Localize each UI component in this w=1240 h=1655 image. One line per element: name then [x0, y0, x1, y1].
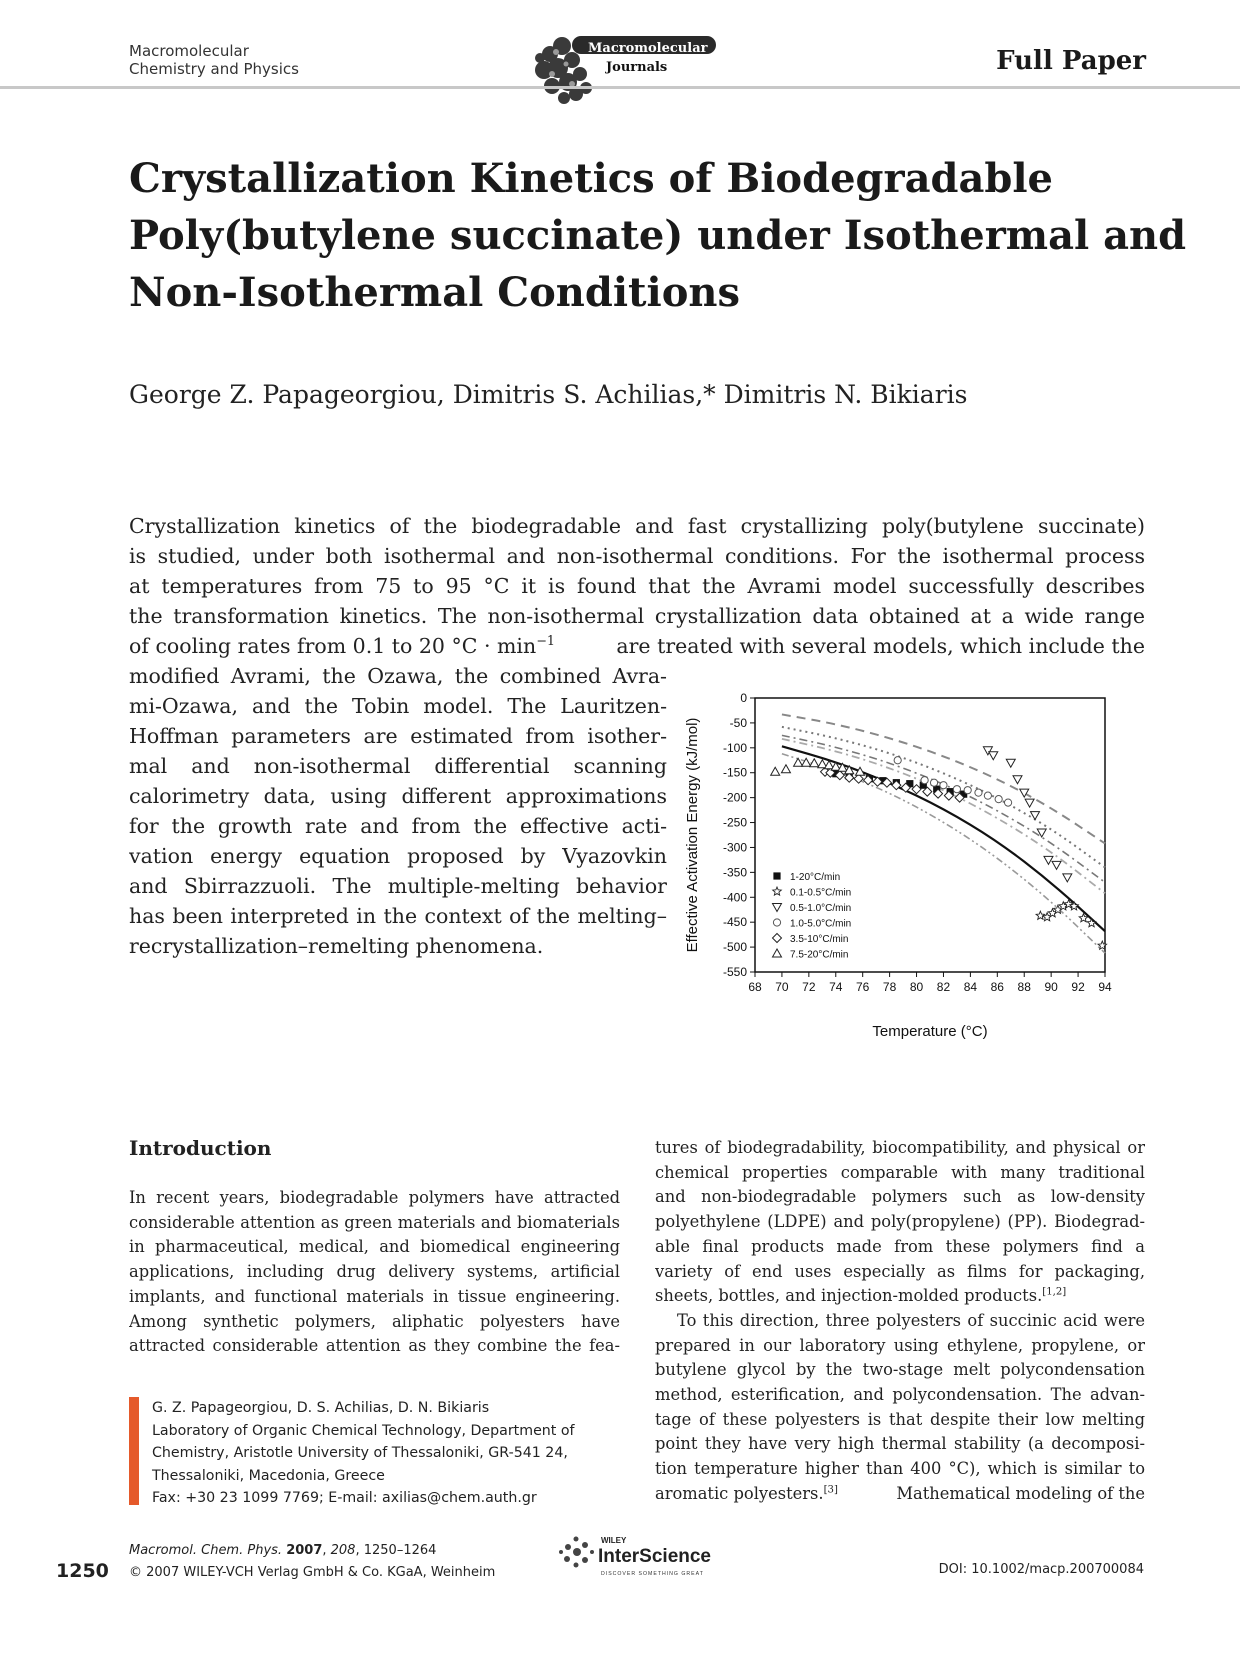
data-point-circle-open	[975, 789, 982, 796]
body-line: prepared in our laboratory using ethylene, propylene, or	[655, 1335, 1145, 1355]
abstract-line: modified Avrami, the Ozawa, the combined Avra-	[129, 664, 667, 688]
journal-name	[129, 42, 299, 78]
body-line: considerable attention as green materials and biomaterials	[129, 1212, 620, 1232]
body-line: Among synthetic polymers, aliphatic polyesters have	[129, 1311, 620, 1331]
body-line: tures of biodegradability, biocompatibility, and physical or	[655, 1138, 1145, 1157]
body-line: In recent years, biodegradable polymers have attracted	[129, 1188, 620, 1207]
abstract-line	[129, 631, 1145, 661]
legend-marker-circle-open	[773, 919, 780, 926]
data-point-triangle-up	[802, 758, 811, 766]
title-line: Crystallization Kinetics of Biodegradable	[129, 155, 1053, 202]
y-tick-label: -100	[722, 740, 747, 755]
abstract-line: the transformation kinetics. The non-isothermal crystallization data obtained at a wide range	[129, 604, 1145, 628]
legend-label: 3.5-10°C/min	[790, 934, 849, 945]
data-point-triangle-down	[1031, 812, 1040, 820]
data-point-circle-open	[995, 796, 1002, 803]
x-tick-label: 72	[802, 980, 816, 994]
affiliation-accent-bar	[129, 1397, 139, 1505]
legend-marker-filled-square	[773, 872, 780, 879]
y-tick-label: -350	[722, 865, 747, 880]
abstract-text: are treated with several models, which include the	[616, 634, 1145, 658]
abstract-text: of cooling rates from 0.1 to 20 °C · min	[129, 634, 537, 658]
header-rule	[0, 86, 1240, 89]
y-tick-label: -400	[722, 890, 747, 905]
data-point-triangle-down	[1013, 776, 1022, 784]
body-line: attracted considerable attention as they combine the fea-	[129, 1336, 620, 1356]
x-tick-label: 92	[1071, 980, 1085, 994]
y-tick-label: -500	[722, 940, 747, 955]
affiliation-line: Chemistry, Aristotle University of Thessaloniki, GR-541 24,	[152, 1445, 568, 1461]
author-affiliation	[152, 1397, 575, 1510]
abstract-line: Crystallization kinetics of the biodegradable and fast crystallizing poly(butylene succinate)	[129, 514, 1145, 538]
x-tick-label: 94	[1098, 980, 1112, 994]
y-tick-label: -300	[722, 840, 747, 855]
legend-label: 1-20°C/min	[790, 872, 841, 883]
y-tick-label: -550	[722, 965, 747, 979]
data-point-circle-open	[964, 787, 971, 794]
x-axis-label: Temperature (°C)	[872, 1023, 988, 1040]
data-point-circle-open	[953, 786, 960, 793]
affiliation-line: Thessaloniki, Macedonia, Greece	[152, 1467, 385, 1484]
data-point-circle-open	[894, 757, 901, 764]
data-point-circle-open	[930, 779, 937, 786]
abstract-line: recrystallization–remelting phenomena.	[129, 934, 544, 958]
body-line: able final products made from these polymers find a	[655, 1236, 1145, 1256]
data-point-star	[1036, 911, 1045, 919]
y-tick-label: -250	[722, 815, 747, 830]
model-curve-dashed	[782, 714, 1105, 843]
abstract-line: mal and non-isothermal differential scanning	[129, 754, 667, 778]
page-number: 1250	[56, 1560, 109, 1582]
body-line: implants, and functional materials in tissue engineering.	[129, 1286, 620, 1306]
abstract-line: has been interpreted in the context of the melting–	[129, 904, 667, 928]
body-line: and non-biodegradable polymers such as low-density	[655, 1187, 1145, 1207]
journal-name-line2: Chemistry and Physics	[129, 60, 299, 78]
journal-citation	[129, 1540, 495, 1584]
body-line: butylene glycol by the two-stage melt polycondensation	[655, 1360, 1145, 1380]
x-tick-label: 90	[1044, 980, 1058, 994]
y-axis-label: Effective Activation Energy (kJ/mol)	[684, 717, 701, 953]
y-tick-label: -200	[722, 790, 747, 805]
data-point-triangle-up	[781, 765, 790, 773]
data-point-triangle-down	[989, 752, 998, 760]
activation-energy-chart	[670, 684, 1150, 1044]
body-text: Mathematical modeling of the	[896, 1483, 1145, 1503]
affiliation-line: Fax: +30 23 1099 7769; E-mail: axilias@chem.auth.gr	[152, 1490, 537, 1506]
model-curves	[782, 714, 1105, 953]
section-heading-introduction: Introduction	[129, 1136, 272, 1160]
body-line	[655, 1482, 1145, 1507]
wiley-top-text: WILEY	[601, 1536, 627, 1545]
x-tick-label: 88	[1017, 980, 1031, 994]
y-tick-label: -50	[729, 715, 747, 730]
body-line: To this direction, three polyesters of succinic acid were	[677, 1310, 1145, 1330]
x-tick-label: 68	[748, 980, 762, 994]
abstract-full-width	[129, 511, 1145, 661]
legend-marker-triangle-down	[773, 904, 782, 912]
article-type-label: Full Paper	[996, 46, 1146, 76]
abstract-line: calorimetry data, using different approximations	[129, 784, 667, 808]
data-point-triangle-down	[1044, 856, 1053, 864]
y-tick-label: -450	[722, 915, 747, 930]
citation-volume: 208	[330, 1543, 356, 1558]
citation-ref[interactable]: [3]	[823, 1484, 838, 1496]
citation-journal: Macromol. Chem. Phys.	[129, 1543, 283, 1558]
x-axis-ticks	[748, 972, 1112, 994]
exponent: −1	[536, 633, 555, 649]
data-point-triangle-down	[1006, 759, 1015, 767]
legend-label: 7.5-20°C/min	[790, 949, 849, 961]
copyright-line: © 2007 WILEY-VCH Verlag GmbH & Co. KGaA, Weinheim	[129, 1565, 496, 1580]
legend-label: 0.1-0.5°C/min	[790, 887, 852, 899]
data-point-triangle-down	[1025, 799, 1034, 807]
x-tick-label: 78	[882, 980, 897, 994]
legend-marker-triangle-up	[773, 949, 782, 957]
body-line: chemical properties comparable with many traditional	[655, 1162, 1145, 1182]
journal-name-line1: Macromolecular	[129, 42, 249, 60]
affiliation-line: G. Z. Papageorgiou, D. S. Achilias, D. N. Bikiaris	[152, 1400, 490, 1416]
data-point-star	[1087, 919, 1096, 927]
wiley-tagline: DISCOVER SOMETHING GREAT	[601, 1571, 704, 1577]
data-point-circle-open	[984, 792, 991, 799]
body-column-right	[655, 1136, 1145, 1507]
y-tick-label: -150	[722, 765, 747, 780]
data-point-triangle-down	[1063, 874, 1072, 882]
abstract-line: Hoffman parameters are estimated from isother-	[129, 724, 667, 748]
legend-marker-diamond-open	[773, 934, 782, 943]
logo-text-macromolecular: Macromolecular	[588, 41, 708, 56]
body-line: applications, including drug delivery systems, artificial	[129, 1262, 620, 1282]
legend-marker-star	[773, 887, 782, 895]
body-text: aromatic polyesters.	[655, 1483, 824, 1503]
abstract-line: at temperatures from 75 to 95 °C it is found that the Avrami model successfully describes	[129, 574, 1145, 598]
title-line: Poly(butylene succinate) under Isothermal and	[129, 212, 1187, 259]
abstract-wrapped	[129, 661, 667, 961]
abstract-line: for the growth rate and from the effective acti-	[129, 814, 667, 838]
x-tick-label: 70	[775, 980, 789, 994]
y-tick-label: 0	[740, 691, 747, 705]
x-tick-label: 86	[990, 980, 1004, 994]
affiliation-line: Laboratory of Organic Chemical Technology, Department of	[152, 1422, 575, 1439]
legend-label: 1.0-5.0°C/min	[790, 918, 852, 930]
model-curve-dotted	[782, 727, 1105, 867]
plot-frame	[755, 698, 1105, 972]
doi-label: DOI: 10.1002/macp.200700084	[938, 1562, 1144, 1577]
body-text: sheets, bottles, and injection-molded products.	[655, 1286, 1043, 1306]
citation-line: Macromol. Chem. Phys. 2007, 208, 1250–1264	[129, 1543, 437, 1558]
y-axis-ticks	[723, 691, 755, 979]
logo-text-journals: Journals	[606, 60, 668, 75]
x-tick-label: 84	[963, 980, 978, 994]
body-line: point they have very high thermal stability (a decomposi-	[655, 1434, 1145, 1454]
abstract-line: vation energy equation proposed by Vyazovkin	[129, 844, 667, 868]
paper-title	[129, 150, 1187, 321]
author-list: George Z. Papageorgiou, Dimitris S. Achilias,* Dimitris N. Bikiaris	[129, 380, 968, 409]
citation-year: 2007	[286, 1543, 323, 1558]
body-line: tage of these polyesters is that despite their low melting	[655, 1409, 1145, 1429]
abstract-line: mi-Ozawa, and the Tobin model. The Lauritzen-	[129, 694, 667, 718]
data-point-circle-open	[1004, 799, 1011, 806]
data-point-circle-open	[921, 777, 928, 784]
body-column-left	[129, 1186, 620, 1359]
body-line: polyethylene (LDPE) and poly(propylene) (PP). Biodegrad-	[655, 1212, 1145, 1232]
abstract-line: and Sbirrazzuoli. The multiple-melting behavior	[129, 874, 667, 898]
body-line: method, esterification, and polycondensation. The advan-	[655, 1385, 1145, 1405]
citation-ref[interactable]: [1,2]	[1042, 1286, 1067, 1298]
legend-label: 0.5-1.0°C/min	[790, 903, 852, 914]
data-point-circle-open	[940, 782, 947, 789]
wiley-name-text: InterScience	[598, 1546, 711, 1567]
data-point-triangle-down	[1052, 861, 1061, 869]
chart-legend	[773, 872, 852, 961]
x-tick-label: 80	[909, 980, 924, 994]
x-tick-label: 74	[829, 980, 843, 994]
wiley-interscience-logo	[555, 1530, 745, 1585]
body-line: in pharmaceutical, medical, and biomedical engineering	[129, 1237, 620, 1257]
body-line	[655, 1284, 1145, 1309]
x-tick-label: 82	[936, 980, 951, 994]
title-line: Non-Isothermal Conditions	[129, 269, 740, 316]
data-point-triangle-up	[771, 767, 780, 775]
citation-pages: , 1250–1264	[355, 1543, 437, 1558]
body-line: tion temperature higher than 400 °C), which is similar to	[655, 1459, 1145, 1479]
body-line: variety of end uses especially as films for packaging,	[655, 1261, 1145, 1281]
x-tick-label: 76	[856, 980, 870, 994]
abstract-line: is studied, under both isothermal and non-isothermal conditions. For the isothermal process	[129, 544, 1145, 568]
